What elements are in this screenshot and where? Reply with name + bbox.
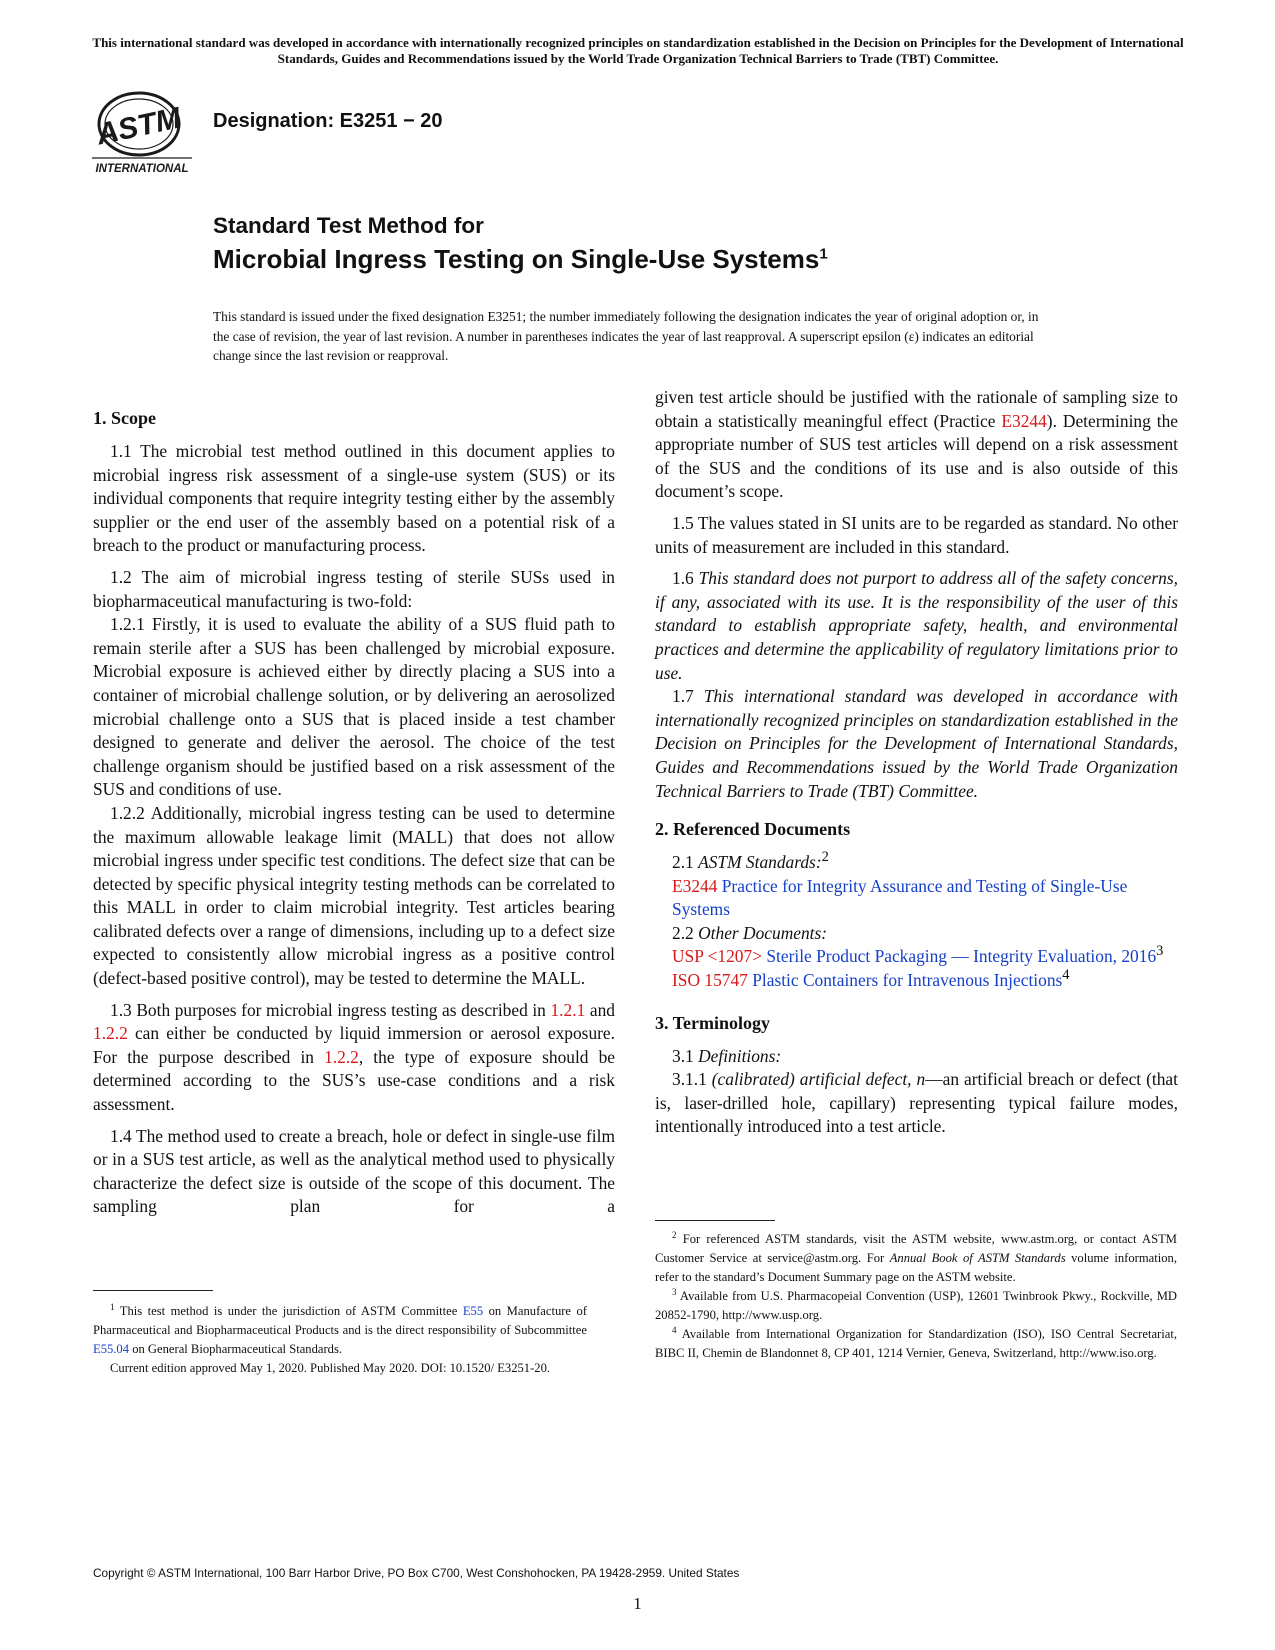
- para-1-3-text-d: , the type of exposure should be determined according to the SUS’s use-case conditions and a risk assessment.: [93, 1046, 615, 1115]
- reference-iso-15747: [655, 969, 1178, 993]
- para-3-1-1-num: 3.1.1: [672, 1069, 707, 1090]
- footnote-1-mark: 1: [110, 1301, 115, 1312]
- footnote-4-text: Available from International Organization for Standardization (ISO), ISO Central Secretariat, BIBC II, Chemin de Blandonnet 8, CP 401, 1214 Vernier, Geneva, Switzerland, http://www.iso.org.: [655, 1327, 1177, 1360]
- term-artificial-defect: (calibrated) artificial defect, n: [711, 1069, 926, 1090]
- title-line-1: Standard Test Method for: [213, 213, 484, 238]
- para-2-2-text: Other Documents:: [698, 922, 828, 943]
- para-1-2: 1.2 The aim of microbial ingress testing of sterile SUSs used in biopharmaceutical manufacturing is two-fold:: [93, 566, 615, 611]
- section-3-heading: 3. Terminology: [655, 1012, 771, 1033]
- footnote-3-mark: 3: [672, 1286, 677, 1297]
- link-1-2-2-second[interactable]: 1.2.2: [324, 1046, 359, 1067]
- para-1-4-cont-text-b: ). Determining the appropriate number of SUS test articles will depend on a risk assessment of the SUS and the conditions of its use and is also outside of this document’s scope.: [655, 410, 1178, 502]
- page-number: 1: [633, 1594, 642, 1613]
- ref-e3244-title[interactable]: Practice for Integrity Assurance and Testing of Single-Use Systems: [672, 875, 1128, 920]
- footnote-2: [655, 1230, 1177, 1287]
- ref-iso-code[interactable]: ISO 15747: [672, 970, 748, 991]
- footnote-1-edition: Current edition approved May 1, 2020. Published May 2020. DOI: 10.1520/ E3251-20.: [110, 1361, 551, 1375]
- footnotes-right: [655, 1230, 1177, 1363]
- footnote-2-italic: Annual Book of ASTM Standards: [889, 1251, 1066, 1265]
- para-1-4: 1.4 The method used to create a breach, hole or defect in single-use film or in a SUS test article, as well as the analytical method used to physically characterize the defect size is outside of the scope of this document. The sampling plan for a: [93, 1125, 615, 1217]
- section-1-heading: 1. Scope: [93, 408, 156, 428]
- link-e55-04[interactable]: E55.04: [93, 1342, 130, 1356]
- left-column: [93, 402, 615, 1227]
- section-2-heading: 2. Referenced Documents: [655, 819, 851, 840]
- link-1-2-1[interactable]: 1.2.1: [550, 999, 586, 1020]
- para-1-7-num: 1.7: [672, 686, 694, 707]
- right-column: [655, 386, 1178, 1147]
- para-3-1-num: 3.1: [672, 1045, 694, 1066]
- para-2-2: [655, 922, 1178, 946]
- astm-logo-subtext: INTERNATIONAL: [95, 163, 189, 175]
- para-1-6-text: This standard does not purport to address all of the safety concerns, if any, associated with its use. It is the responsibility of the user of this standard to establish appropriate safety, health, and environmental practices and determine the applicability of regulatory limitations prior to use.: [655, 568, 1178, 683]
- para-3-1-1: [655, 1068, 1178, 1139]
- astm-logo: [92, 88, 200, 180]
- footnote-rule-left: [93, 1290, 213, 1291]
- para-1-3-text-c: can either be conducted by liquid immersion or aerosol exposure. For the purpose described in: [93, 1023, 615, 1067]
- copyright-line: Copyright © ASTM International, 100 Barr Harbor Drive, PO Box C700, West Conshohocken, PA 19428-2959. United States: [93, 1566, 740, 1580]
- issued-note: This standard is issued under the fixed designation E3251; the number immediately following the designation indicates the year of original adoption or, in the case of revision, the year of last revision. A number in parentheses indicates the year of last reapproval. A superscript epsilon (ε) indicates an editorial change since the last revision or reapproval.: [213, 309, 1039, 363]
- para-1-5: 1.5 The values stated in SI units are to be regarded as standard. No other units of measurement are included in this standard.: [655, 512, 1178, 557]
- footnote-1: [93, 1302, 587, 1359]
- para-3-1-text: Definitions:: [698, 1045, 782, 1066]
- international-standard-notice: This international standard was developed in accordance with internationally recognized principles on standardization established in the Decision on Principles for the Development of International Standards, Guides and Recommendations issued by the World Trade Organization Technical Barriers to Trade (TBT) Committee.: [92, 35, 1184, 66]
- para-1-4-cont-text-a: given test article should be justified with the rationale of sampling size to obtain a statistically meaningful effect (Practice: [655, 387, 1178, 431]
- title-main: Microbial Ingress Testing on Single-Use Systems: [213, 244, 820, 274]
- footnote-2-mark: 2: [672, 1229, 677, 1240]
- para-2-1-footnote-mark: 2: [821, 849, 829, 866]
- para-1-2-1: 1.2.1 Firstly, it is used to evaluate the ability of a SUS fluid path to remain sterile after a SUS has been challenged by microbial exposure. Microbial exposure is achieved either by directly placing a SUS into a container of microbial challenge solution, or by delivering an aerosolized microbial challenge onto a SUS that is placed inside a test chamber designed to generate and deliver the aerosol. The choice of the test challenge organism should be justified based on a risk assessment of the SUS and conditions of use.: [93, 614, 615, 800]
- ref-usp-footnote-mark: 3: [1156, 943, 1164, 960]
- para-1-3: [93, 999, 615, 1117]
- astm-logo-text: ASTM: [93, 101, 184, 152]
- ref-e3244-code[interactable]: E3244: [672, 875, 718, 896]
- para-2-1-num: 2.1: [672, 852, 694, 873]
- ref-iso-title[interactable]: Plastic Containers for Intravenous Injections: [752, 970, 1063, 991]
- link-1-2-2[interactable]: 1.2.2: [93, 1023, 128, 1044]
- para-2-1-text: ASTM Standards:: [698, 852, 822, 873]
- para-1-6-num: 1.6: [672, 568, 694, 589]
- footnote-2-text-a: For referenced ASTM standards, visit the ASTM website, www.astm.org, or contact ASTM Customer Service at service@astm.org. For: [655, 1232, 1178, 1265]
- footnote-1-text-c: on General Biopharmaceutical Standards.: [132, 1342, 343, 1356]
- para-1-7: [655, 685, 1178, 803]
- footnote-rule-right: [655, 1220, 775, 1221]
- footnotes-left: [93, 1302, 587, 1378]
- footnote-1-text-a: This test method is under the jurisdiction of ASTM Committee: [119, 1304, 458, 1318]
- para-1-3-text-b: and: [589, 999, 615, 1020]
- para-3-1: [655, 1045, 1178, 1069]
- para-1-3-text-a: 1.3 Both purposes for microbial ingress testing as described in: [110, 999, 546, 1020]
- footnote-3: [655, 1287, 1177, 1325]
- para-2-1: [655, 851, 1178, 875]
- para-1-2-2: 1.2.2 Additionally, microbial ingress testing can be used to determine the maximum allowable leakage limit (MALL) that does not allow microbial ingress under specific test conditions. The defect size that can be detected by specific physical integrity testing methods can be correlated to this MALL in order to claim microbial integrity. Test articles bearing calibrated defects over a range of dimensions, including up to a defect size expected to consistently allow microbial ingress as a positive control (defect-based positive control), may be tested to determine the MALL.: [93, 802, 615, 989]
- para-1-4-continued: [655, 386, 1178, 504]
- footnote-4: [655, 1325, 1177, 1363]
- footnote-3-text: Available from U.S. Pharmacopeial Convention (USP), 12601 Twinbrook Pkwy., Rockville, MD 20852-1790, http://www.usp.org.: [655, 1289, 1177, 1322]
- title-footnote-mark: 1: [819, 245, 828, 263]
- document-title: [213, 212, 1163, 278]
- footnote-4-mark: 4: [672, 1324, 677, 1335]
- designation: Designation: E3251 − 20: [213, 110, 443, 132]
- reference-usp-1207: [655, 945, 1178, 969]
- footnote-1-text-b: on Manufacture of Pharmaceutical and Biopharmaceutical Products and is the direct responsibility of Subcommittee: [93, 1304, 587, 1337]
- ref-usp-code[interactable]: USP <1207>: [672, 946, 763, 967]
- para-2-2-num: 2.2: [672, 922, 694, 943]
- para-1-1: 1.1 The microbial test method outlined in this document applies to microbial ingress risk assessment of a single-use system (SUS) or its individual components that require integrity testing either by the assembly supplier or the end user of the assembly based on a potential risk of a breach to the product or manufacturing process.: [93, 441, 615, 556]
- ref-usp-title[interactable]: Sterile Product Packaging — Integrity Evaluation, 2016: [766, 946, 1157, 967]
- title-line-2: [213, 240, 1163, 278]
- link-e55[interactable]: E55: [462, 1304, 484, 1318]
- reference-e3244: [655, 875, 1178, 922]
- term-artificial-defect-definition: —an artificial breach or defect (that is, laser-drilled hole, capillary) representing typical failure modes, intentionally introduced into a test article.: [655, 1069, 1178, 1137]
- link-e3244-inline[interactable]: E3244: [1001, 410, 1047, 431]
- ref-iso-footnote-mark: 4: [1062, 967, 1070, 984]
- footnote-2-text-b: volume information, refer to the standard’s Document Summary page on the ASTM website.: [655, 1251, 1177, 1284]
- para-1-7-text: This international standard was developed in accordance with internationally recognized principles on standardization established in the Decision on Principles for the Development of International Standards, Guides and Recommendations issued by the World Trade Organization Technical Barriers to Trade (TBT) Committee.: [655, 686, 1178, 801]
- para-1-6: [655, 567, 1178, 685]
